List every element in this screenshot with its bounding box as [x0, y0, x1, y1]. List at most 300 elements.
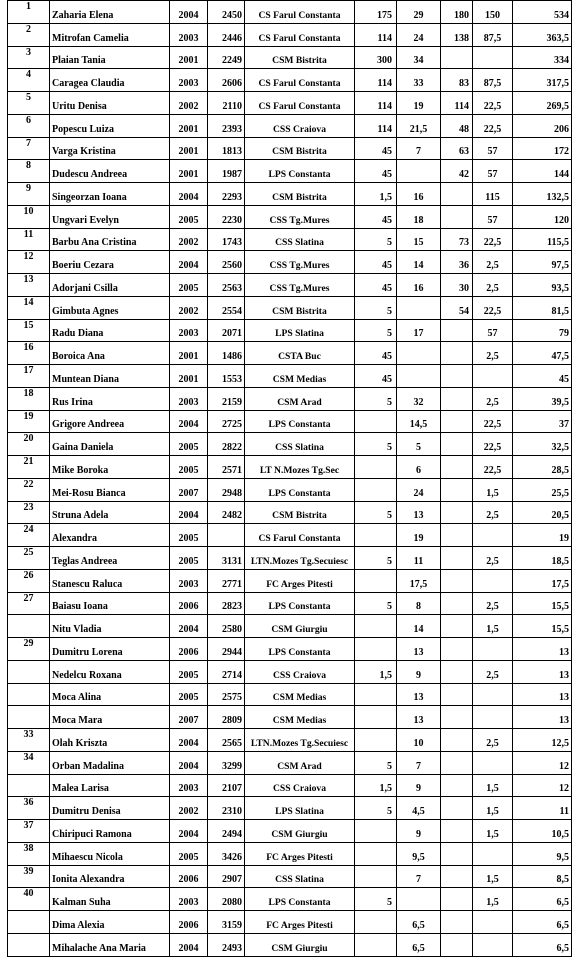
- points-col-3-cell: [441, 46, 473, 69]
- name-cell: Mihalache Ana Maria: [50, 933, 170, 956]
- total-points-cell: 120: [513, 205, 572, 228]
- birth-year-cell: 2005: [170, 842, 208, 865]
- points-col-3-cell: 73: [441, 228, 473, 251]
- birth-year-cell: 2001: [170, 160, 208, 183]
- points-col-1-cell: 5: [355, 547, 397, 570]
- rank-cell: 39: [8, 865, 50, 888]
- club-cell: LPS Constanta: [245, 160, 355, 183]
- points-col-1-cell: 5: [355, 888, 397, 911]
- points-col-4-cell: 22,5: [473, 92, 513, 115]
- points-col-1-cell: 5: [355, 751, 397, 774]
- birth-year-cell: 2005: [170, 524, 208, 547]
- club-cell: CS Farul Constanta: [245, 23, 355, 46]
- club-cell: CSS Slatina: [245, 228, 355, 251]
- total-points-cell: 97,5: [513, 251, 572, 274]
- birth-year-cell: 2003: [170, 774, 208, 797]
- points-col-4-cell: 57: [473, 319, 513, 342]
- rank-cell: 20: [8, 433, 50, 456]
- table-row: [8, 137, 572, 160]
- points-col-4-cell: [473, 365, 513, 388]
- points-col-1-cell: [355, 933, 397, 956]
- rank-cell: 3: [8, 46, 50, 69]
- points-col-2-cell: 9,5: [397, 842, 441, 865]
- rank-cell: 40: [8, 888, 50, 911]
- name-cell: Nitu Vladia: [50, 615, 170, 638]
- name-cell: Struna Adela: [50, 501, 170, 524]
- points-col-2-cell: 17: [397, 319, 441, 342]
- birth-year-cell: 2005: [170, 274, 208, 297]
- name-cell: Mei-Rosu Bianca: [50, 478, 170, 501]
- points-col-2-cell: 18: [397, 205, 441, 228]
- rank-cell: [8, 615, 50, 638]
- points-col-2-cell: 29: [397, 1, 441, 24]
- points-col-2-cell: 5: [397, 433, 441, 456]
- name-cell: Plaian Tania: [50, 46, 170, 69]
- club-cell: CSS Craiova: [245, 660, 355, 683]
- club-cell: CSM Medias: [245, 365, 355, 388]
- name-cell: Stanescu Raluca: [50, 569, 170, 592]
- name-cell: Gimbuta Agnes: [50, 296, 170, 319]
- points-col-1-cell: [355, 524, 397, 547]
- points-col-2-cell: 32: [397, 387, 441, 410]
- name-cell: Radu Diana: [50, 319, 170, 342]
- birth-year-cell: 2004: [170, 251, 208, 274]
- birth-year-cell: 2005: [170, 660, 208, 683]
- table-row: [8, 1, 572, 24]
- birth-year-cell: 2004: [170, 820, 208, 843]
- points-col-3-cell: 180: [441, 1, 473, 24]
- birth-year-cell: 2001: [170, 114, 208, 137]
- points-col-2-cell: 16: [397, 274, 441, 297]
- points-col-3-cell: 138: [441, 23, 473, 46]
- name-cell: Grigore Andreea: [50, 410, 170, 433]
- points-col-2-cell: 11: [397, 547, 441, 570]
- points-col-1-cell: 45: [355, 137, 397, 160]
- points-col-2-cell: [397, 888, 441, 911]
- name-cell: Adorjani Csilla: [50, 274, 170, 297]
- rank-cell: 11: [8, 228, 50, 251]
- name-cell: Teglas Andreea: [50, 547, 170, 570]
- name-cell: Caragea Claudia: [50, 69, 170, 92]
- table-row: [8, 160, 572, 183]
- birth-year-cell: 2004: [170, 615, 208, 638]
- points-col-4-cell: 22,5: [473, 114, 513, 137]
- name-cell: Chiripuci Ramona: [50, 820, 170, 843]
- name-cell: Alexandra: [50, 524, 170, 547]
- birth-year-cell: 2005: [170, 205, 208, 228]
- points-col-1-cell: 45: [355, 160, 397, 183]
- total-points-cell: 18,5: [513, 547, 572, 570]
- birth-year-cell: 2002: [170, 228, 208, 251]
- license-number-cell: 2771: [208, 569, 245, 592]
- table-row: [8, 638, 572, 661]
- birth-year-cell: 2005: [170, 456, 208, 479]
- points-col-3-cell: [441, 387, 473, 410]
- club-cell: CSS Slatina: [245, 865, 355, 888]
- rank-cell: 23: [8, 501, 50, 524]
- points-col-1-cell: 45: [355, 274, 397, 297]
- points-col-1-cell: 5: [355, 797, 397, 820]
- points-col-4-cell: 57: [473, 137, 513, 160]
- points-col-1-cell: 5: [355, 433, 397, 456]
- points-col-1-cell: 114: [355, 114, 397, 137]
- club-cell: CSM Bistrita: [245, 296, 355, 319]
- points-col-1-cell: 300: [355, 46, 397, 69]
- total-points-cell: 47,5: [513, 342, 572, 365]
- points-col-2-cell: 9: [397, 774, 441, 797]
- points-col-1-cell: [355, 683, 397, 706]
- license-number-cell: 2725: [208, 410, 245, 433]
- table-row: [8, 228, 572, 251]
- license-number-cell: 2159: [208, 387, 245, 410]
- club-cell: CSM Medias: [245, 683, 355, 706]
- club-cell: FC Arges Pitesti: [245, 842, 355, 865]
- club-cell: CSS Tg.Mures: [245, 251, 355, 274]
- name-cell: Varga Kristina: [50, 137, 170, 160]
- table-row: [8, 342, 572, 365]
- points-col-4-cell: [473, 933, 513, 956]
- club-cell: CSM Arad: [245, 751, 355, 774]
- license-number-cell: 1813: [208, 137, 245, 160]
- points-col-1-cell: 45: [355, 251, 397, 274]
- club-cell: CS Farul Constanta: [245, 1, 355, 24]
- license-number-cell: 2580: [208, 615, 245, 638]
- name-cell: Ungvari Evelyn: [50, 205, 170, 228]
- club-cell: LTN.Mozes Tg.Secuiesc: [245, 547, 355, 570]
- club-cell: CSM Bistrita: [245, 46, 355, 69]
- points-col-1-cell: [355, 569, 397, 592]
- points-col-2-cell: 33: [397, 69, 441, 92]
- birth-year-cell: 2003: [170, 69, 208, 92]
- points-col-3-cell: [441, 183, 473, 206]
- name-cell: Moca Alina: [50, 683, 170, 706]
- total-points-cell: 8,5: [513, 865, 572, 888]
- points-col-2-cell: 13: [397, 638, 441, 661]
- birth-year-cell: 2006: [170, 638, 208, 661]
- birth-year-cell: 2003: [170, 387, 208, 410]
- total-points-cell: 81,5: [513, 296, 572, 319]
- points-col-2-cell: 14,5: [397, 410, 441, 433]
- name-cell: Orban Madalina: [50, 751, 170, 774]
- points-col-4-cell: 22,5: [473, 433, 513, 456]
- points-col-4-cell: 57: [473, 160, 513, 183]
- total-points-cell: 15,5: [513, 615, 572, 638]
- license-number-cell: 2563: [208, 274, 245, 297]
- table-row: [8, 274, 572, 297]
- club-cell: LPS Constanta: [245, 592, 355, 615]
- rank-cell: 5: [8, 92, 50, 115]
- rank-cell: 12: [8, 251, 50, 274]
- license-number-cell: 2110: [208, 92, 245, 115]
- club-cell: CSM Giurgiu: [245, 820, 355, 843]
- birth-year-cell: 2005: [170, 683, 208, 706]
- birth-year-cell: 2003: [170, 888, 208, 911]
- total-points-cell: 115,5: [513, 228, 572, 251]
- points-col-3-cell: [441, 501, 473, 524]
- points-col-2-cell: 14: [397, 615, 441, 638]
- points-col-3-cell: 114: [441, 92, 473, 115]
- points-col-1-cell: 5: [355, 501, 397, 524]
- rank-cell: [8, 706, 50, 729]
- points-col-4-cell: 22,5: [473, 228, 513, 251]
- license-number-cell: 2606: [208, 69, 245, 92]
- points-col-4-cell: [473, 638, 513, 661]
- club-cell: CSS Slatina: [245, 433, 355, 456]
- points-col-3-cell: 42: [441, 160, 473, 183]
- club-cell: CSS Tg.Mures: [245, 274, 355, 297]
- name-cell: Malea Larisa: [50, 774, 170, 797]
- points-col-3-cell: [441, 660, 473, 683]
- points-col-2-cell: [397, 296, 441, 319]
- license-number-cell: 3299: [208, 751, 245, 774]
- club-cell: CSM Bistrita: [245, 137, 355, 160]
- points-col-2-cell: 10: [397, 729, 441, 752]
- points-col-2-cell: 6,5: [397, 911, 441, 934]
- points-col-2-cell: 13: [397, 706, 441, 729]
- name-cell: Rus Irina: [50, 387, 170, 410]
- points-col-4-cell: 1,5: [473, 820, 513, 843]
- license-number-cell: 2310: [208, 797, 245, 820]
- club-cell: LPS Constanta: [245, 410, 355, 433]
- license-number-cell: 3131: [208, 547, 245, 570]
- club-cell: CSM Bistrita: [245, 183, 355, 206]
- points-col-4-cell: 2,5: [473, 660, 513, 683]
- points-col-2-cell: 19: [397, 524, 441, 547]
- points-col-4-cell: 150: [473, 1, 513, 24]
- birth-year-cell: 2004: [170, 501, 208, 524]
- license-number-cell: 1553: [208, 365, 245, 388]
- rank-cell: 18: [8, 387, 50, 410]
- total-points-cell: 13: [513, 638, 572, 661]
- table-row: [8, 729, 572, 752]
- table-row: [8, 865, 572, 888]
- table-row: [8, 774, 572, 797]
- points-col-1-cell: 5: [355, 319, 397, 342]
- table-row: [8, 501, 572, 524]
- points-col-2-cell: 7: [397, 137, 441, 160]
- points-col-3-cell: [441, 569, 473, 592]
- table-row: [8, 46, 572, 69]
- club-cell: CS Farul Constanta: [245, 524, 355, 547]
- points-col-2-cell: 9: [397, 660, 441, 683]
- points-col-1-cell: 114: [355, 23, 397, 46]
- table-row: [8, 820, 572, 843]
- points-col-1-cell: [355, 638, 397, 661]
- points-col-3-cell: 30: [441, 274, 473, 297]
- birth-year-cell: 2004: [170, 1, 208, 24]
- club-cell: CSM Giurgiu: [245, 933, 355, 956]
- points-col-4-cell: 1,5: [473, 865, 513, 888]
- name-cell: Mihaescu Nicola: [50, 842, 170, 865]
- table-row: [8, 319, 572, 342]
- points-col-3-cell: [441, 547, 473, 570]
- total-points-cell: 144: [513, 160, 572, 183]
- points-col-3-cell: 54: [441, 296, 473, 319]
- points-col-1-cell: [355, 456, 397, 479]
- points-col-4-cell: [473, 842, 513, 865]
- points-col-3-cell: [441, 478, 473, 501]
- total-points-cell: 12: [513, 751, 572, 774]
- points-col-3-cell: [441, 774, 473, 797]
- points-col-2-cell: 7: [397, 751, 441, 774]
- name-cell: Dima Alexia: [50, 911, 170, 934]
- points-col-3-cell: [441, 205, 473, 228]
- birth-year-cell: 2004: [170, 751, 208, 774]
- points-col-1-cell: [355, 478, 397, 501]
- points-col-3-cell: 48: [441, 114, 473, 137]
- license-number-cell: [208, 524, 245, 547]
- name-cell: Zaharia Elena: [50, 1, 170, 24]
- birth-year-cell: 2007: [170, 706, 208, 729]
- license-number-cell: 2809: [208, 706, 245, 729]
- license-number-cell: 2575: [208, 683, 245, 706]
- total-points-cell: 17,5: [513, 569, 572, 592]
- table-row: [8, 387, 572, 410]
- rank-cell: 37: [8, 820, 50, 843]
- points-col-1-cell: 5: [355, 296, 397, 319]
- license-number-cell: 2080: [208, 888, 245, 911]
- points-col-1-cell: 5: [355, 228, 397, 251]
- points-col-1-cell: [355, 410, 397, 433]
- license-number-cell: 2450: [208, 1, 245, 24]
- points-col-1-cell: [355, 729, 397, 752]
- points-col-3-cell: [441, 842, 473, 865]
- rank-cell: 34: [8, 751, 50, 774]
- club-cell: CS Farul Constanta: [245, 92, 355, 115]
- license-number-cell: 2944: [208, 638, 245, 661]
- total-points-cell: 32,5: [513, 433, 572, 456]
- table-row: [8, 365, 572, 388]
- points-col-1-cell: 5: [355, 592, 397, 615]
- club-cell: CSTA Buc: [245, 342, 355, 365]
- rank-cell: 8: [8, 160, 50, 183]
- points-col-4-cell: [473, 569, 513, 592]
- points-col-2-cell: 19: [397, 92, 441, 115]
- table-row: [8, 797, 572, 820]
- points-col-2-cell: [397, 365, 441, 388]
- points-col-4-cell: 2,5: [473, 274, 513, 297]
- points-col-2-cell: 17,5: [397, 569, 441, 592]
- total-points-cell: 11: [513, 797, 572, 820]
- total-points-cell: 132,5: [513, 183, 572, 206]
- points-col-1-cell: 5: [355, 387, 397, 410]
- rank-cell: 19: [8, 410, 50, 433]
- club-cell: FC Arges Pitesti: [245, 569, 355, 592]
- points-col-3-cell: [441, 433, 473, 456]
- birth-year-cell: 2002: [170, 296, 208, 319]
- rank-cell: 15: [8, 319, 50, 342]
- license-number-cell: 2948: [208, 478, 245, 501]
- rank-cell: 7: [8, 137, 50, 160]
- rank-cell: 2: [8, 23, 50, 46]
- license-number-cell: 2494: [208, 820, 245, 843]
- points-col-4-cell: 2,5: [473, 251, 513, 274]
- points-col-4-cell: [473, 706, 513, 729]
- points-col-1-cell: [355, 865, 397, 888]
- name-cell: Mike Boroka: [50, 456, 170, 479]
- ranking-table: [7, 0, 572, 957]
- rank-cell: 36: [8, 797, 50, 820]
- license-number-cell: 2822: [208, 433, 245, 456]
- points-col-3-cell: [441, 820, 473, 843]
- name-cell: Boeriu Cezara: [50, 251, 170, 274]
- points-col-3-cell: 63: [441, 137, 473, 160]
- name-cell: Mitrofan Camelia: [50, 23, 170, 46]
- club-cell: FC Arges Pitesti: [245, 911, 355, 934]
- total-points-cell: 6,5: [513, 911, 572, 934]
- points-col-3-cell: [441, 797, 473, 820]
- total-points-cell: 363,5: [513, 23, 572, 46]
- license-number-cell: 2446: [208, 23, 245, 46]
- points-col-2-cell: 13: [397, 501, 441, 524]
- points-col-2-cell: 6,5: [397, 933, 441, 956]
- points-col-2-cell: 24: [397, 23, 441, 46]
- points-col-3-cell: [441, 911, 473, 934]
- points-col-4-cell: [473, 46, 513, 69]
- total-points-cell: 37: [513, 410, 572, 433]
- points-col-3-cell: [441, 706, 473, 729]
- rank-cell: [8, 660, 50, 683]
- club-cell: LPS Slatina: [245, 797, 355, 820]
- points-col-1-cell: 1,5: [355, 660, 397, 683]
- table-row: [8, 615, 572, 638]
- license-number-cell: 2554: [208, 296, 245, 319]
- rank-cell: 4: [8, 69, 50, 92]
- points-col-2-cell: [397, 342, 441, 365]
- club-cell: CSM Arad: [245, 387, 355, 410]
- birth-year-cell: 2001: [170, 365, 208, 388]
- points-col-2-cell: 8: [397, 592, 441, 615]
- total-points-cell: 534: [513, 1, 572, 24]
- points-col-4-cell: 22,5: [473, 296, 513, 319]
- points-col-2-cell: 24: [397, 478, 441, 501]
- table-row: [8, 683, 572, 706]
- rank-cell: [8, 683, 50, 706]
- rank-cell: 16: [8, 342, 50, 365]
- rank-cell: 26: [8, 569, 50, 592]
- birth-year-cell: 2003: [170, 23, 208, 46]
- total-points-cell: 334: [513, 46, 572, 69]
- points-col-3-cell: [441, 365, 473, 388]
- total-points-cell: 269,5: [513, 92, 572, 115]
- points-col-4-cell: [473, 524, 513, 547]
- points-col-1-cell: [355, 842, 397, 865]
- points-col-3-cell: [441, 638, 473, 661]
- points-col-1-cell: [355, 615, 397, 638]
- name-cell: Baiasu Ioana: [50, 592, 170, 615]
- points-col-2-cell: 7: [397, 865, 441, 888]
- birth-year-cell: 2007: [170, 478, 208, 501]
- table-row: [8, 92, 572, 115]
- club-cell: CSS Craiova: [245, 114, 355, 137]
- points-col-1-cell: 45: [355, 342, 397, 365]
- points-col-4-cell: 2,5: [473, 342, 513, 365]
- points-col-2-cell: 13: [397, 683, 441, 706]
- table-row: [8, 911, 572, 934]
- birth-year-cell: 2001: [170, 342, 208, 365]
- points-col-2-cell: 6: [397, 456, 441, 479]
- table-row: [8, 706, 572, 729]
- name-cell: Olah Kriszta: [50, 729, 170, 752]
- birth-year-cell: 2005: [170, 547, 208, 570]
- points-col-1-cell: [355, 911, 397, 934]
- points-col-4-cell: 115: [473, 183, 513, 206]
- table-row: [8, 660, 572, 683]
- table-row: [8, 205, 572, 228]
- points-col-3-cell: 36: [441, 251, 473, 274]
- points-col-4-cell: 57: [473, 205, 513, 228]
- license-number-cell: 2714: [208, 660, 245, 683]
